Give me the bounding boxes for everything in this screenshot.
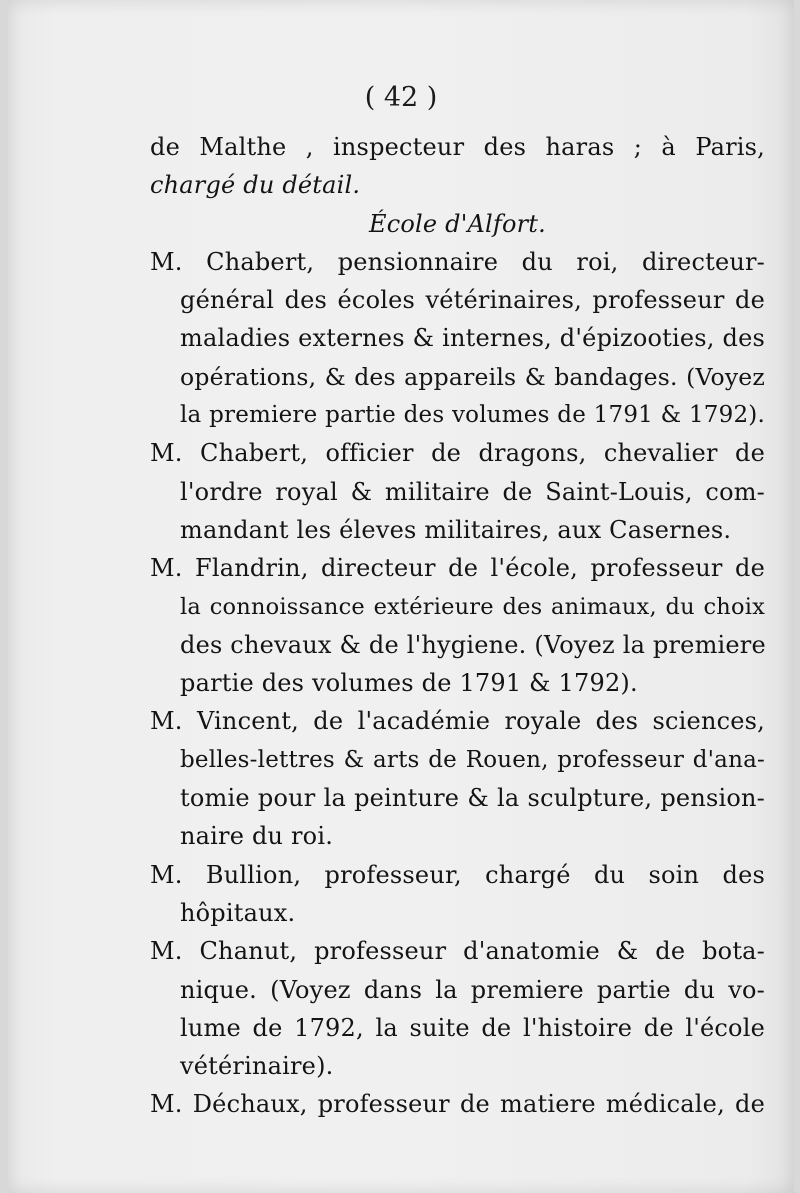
text-line: naire du roi.: [180, 822, 334, 851]
text-line: nique. (Voyez dans la premiere partie du vo-: [180, 975, 765, 1004]
text-line: M. Déchaux, professeur de matiere médicale, de: [150, 1090, 765, 1119]
text-line: de Malthe , inspecteur des haras ; à Paris,: [150, 133, 765, 161]
text-line: chargé du détail.: [150, 171, 361, 200]
text-line: M. Chanut, professeur d'anatomie & de bota-: [150, 937, 765, 966]
text-line: la connoissance extérieure des animaux, du choix: [180, 593, 765, 620]
text-line: M. Flandrin, directeur de l'école, professeur de: [150, 554, 765, 583]
text-line: lume de 1792, la suite de l'histoire de l'école: [180, 1013, 765, 1042]
text-line: mandant les éleves militaires, aux Casernes.: [180, 515, 732, 544]
text-line: M. Chabert, officier de dragons, chevalier de: [150, 439, 765, 468]
text-line: des chevaux & de l'hygiene. (Voyez la premiere: [180, 630, 766, 659]
text-line: M. Bullion, professeur, chargé du soin des: [150, 860, 765, 889]
text-line: vétérinaire).: [180, 1052, 334, 1081]
text-line: tomie pour la peinture & la sculpture, pension-: [180, 784, 765, 813]
text-line: l'ordre royal & militaire de Saint-Louis, com-: [180, 477, 765, 506]
text-line: opérations, & des appareils & bandages. (Voyez: [180, 362, 765, 391]
text-line: général des écoles vétérinaires, professeur de: [180, 286, 765, 315]
page-number: ( 42 ): [364, 82, 438, 113]
page-body: [150, 128, 765, 1124]
text-line: la premiere partie des volumes de 1791 & 1792).: [180, 402, 765, 429]
book-page: [8, 0, 794, 1193]
text-line: hôpitaux.: [180, 898, 296, 927]
text-line: M. Chabert, pensionnaire du roi, directeur-: [150, 247, 765, 276]
text-line: maladies externes & internes, d'épizooties, des: [180, 324, 765, 353]
text-line: belles-lettres & arts de Rouen, professeur d'ana-: [180, 746, 765, 773]
text-line: M. Vincent, de l'académie royale des sciences,: [150, 707, 765, 736]
text-line: partie des volumes de 1791 & 1792).: [180, 669, 638, 698]
section-heading: École d'Alfort.: [369, 209, 546, 238]
